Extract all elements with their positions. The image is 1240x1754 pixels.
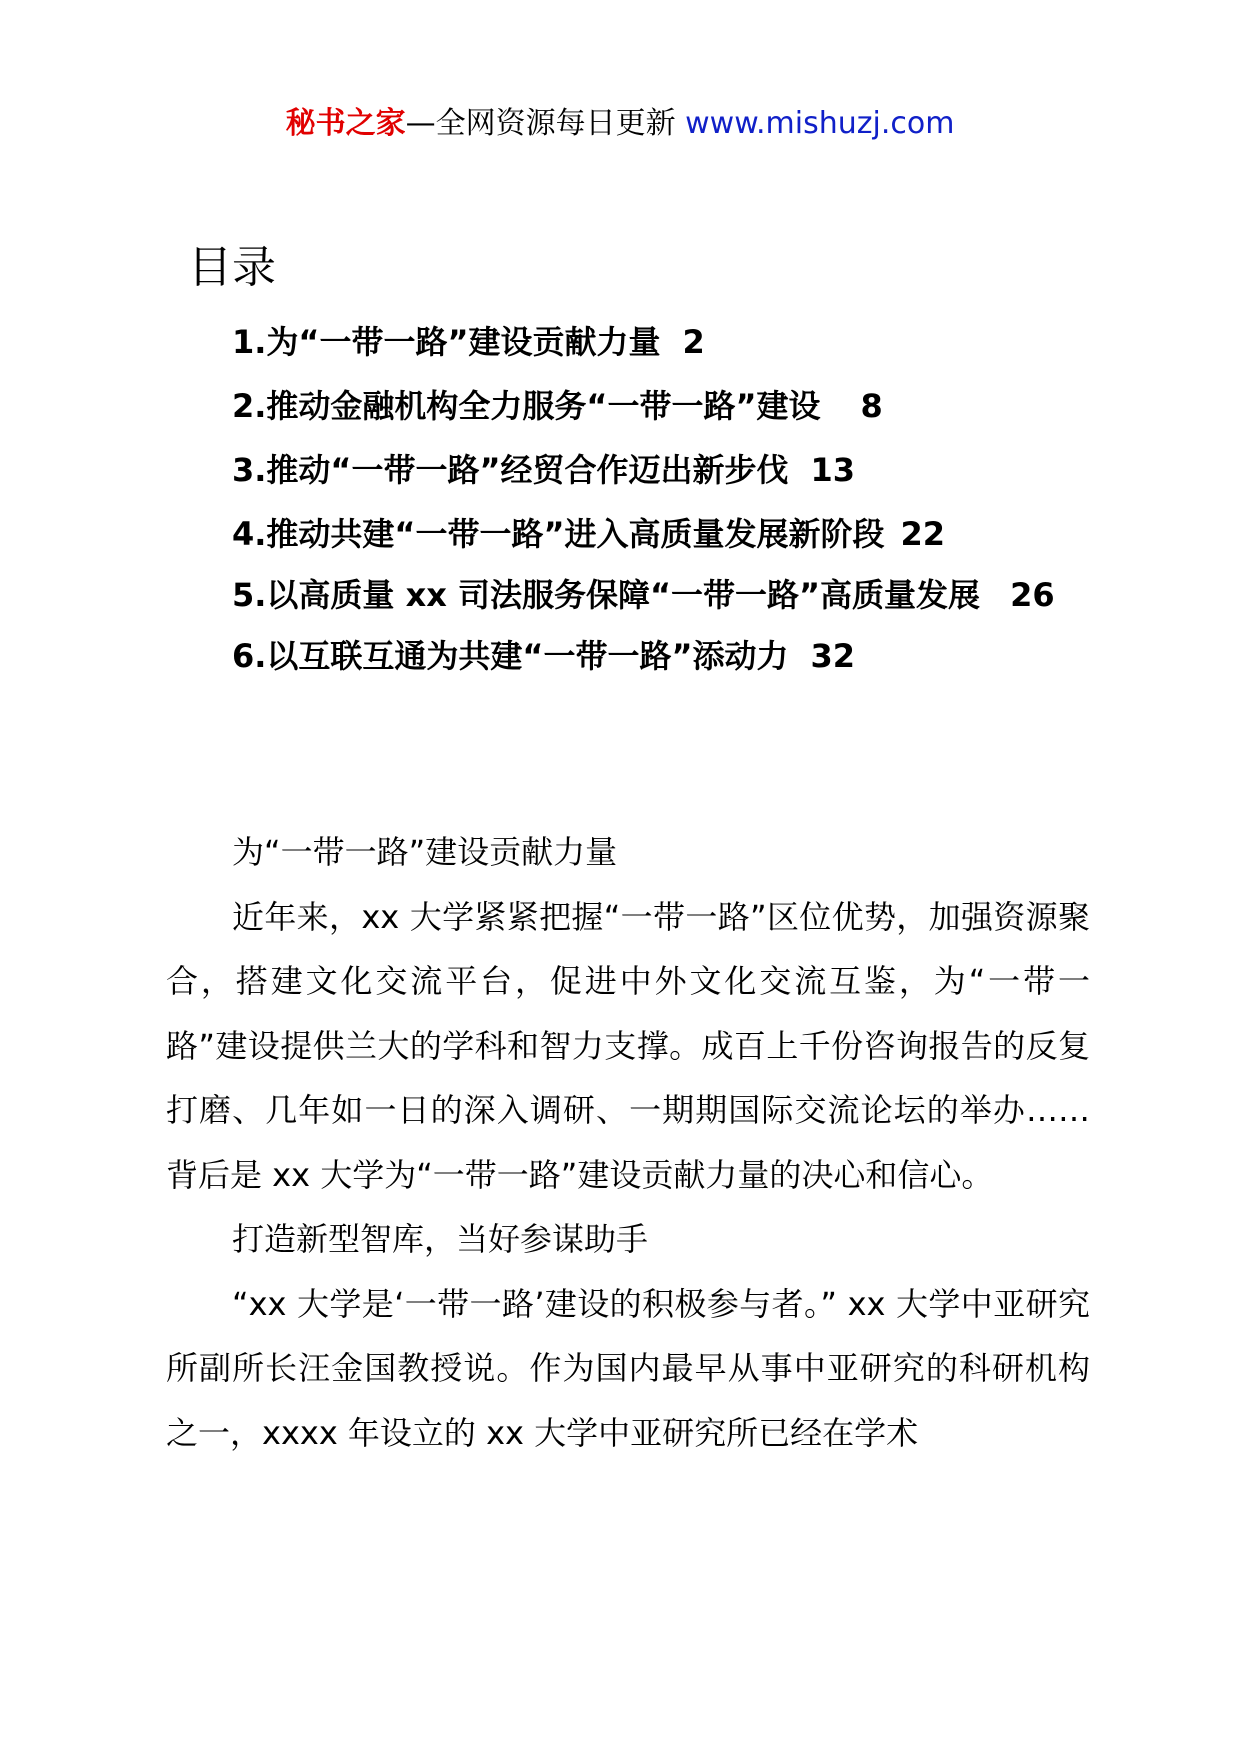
table-of-contents: [166, 310, 1096, 688]
toc-item-page: 8: [860, 387, 883, 425]
toc-item-page: 26: [1010, 576, 1055, 614]
toc-item-label: 6.以互联互通为共建“一带一路”添动力: [232, 637, 789, 675]
toc-item-label: 3.推动“一带一路”经贸合作迈出新步伐: [232, 451, 789, 489]
toc-item[interactable]: [166, 566, 1096, 624]
toc-item[interactable]: [166, 624, 1096, 688]
section-heading: 打造新型智库，当好参谋助手: [232, 1220, 649, 1258]
toc-item-label: 1.为“一带一路”建设贡献力量: [232, 323, 661, 361]
site-header: [0, 104, 1240, 144]
article-body: [166, 820, 1090, 1465]
site-tagline: —全网资源每日更新: [405, 106, 686, 141]
toc-item-label: 2.推动金融机构全力服务“一带一路”建设: [232, 387, 821, 425]
toc-item-label: 5.以高质量 xx 司法服务保障“一带一路”高质量发展: [232, 576, 981, 614]
toc-title: 目录: [188, 242, 276, 293]
toc-item-page: 2: [682, 323, 705, 361]
article-title: 为“一带一路”建设贡献力量: [232, 833, 618, 871]
toc-item-page: 22: [900, 515, 946, 553]
toc-item-page: 32: [810, 637, 856, 675]
article-paragraph: “xx 大学是‘一带一路’建设的积极参与者。” xx 大学中亚研究所副所长汪金国教授说。作为国内最早从事中亚研究的科研机构之一，xxxx 年设立的 xx 大学中亚研究所已经在学术: [166, 1284, 1090, 1452]
toc-item-label: 4.推动共建“一带一路”进入高质量发展新阶段: [232, 515, 885, 553]
site-url[interactable]: www.mishuzj.com: [685, 106, 955, 141]
toc-item-page: 13: [810, 451, 856, 489]
toc-item[interactable]: [166, 310, 1096, 374]
toc-item[interactable]: [166, 374, 1096, 438]
toc-item[interactable]: [166, 502, 1096, 566]
site-brand: 秘书之家: [285, 106, 406, 141]
toc-item[interactable]: [166, 438, 1096, 502]
article-paragraph: 近年来，xx 大学紧紧把握“一带一路”区位优势，加强资源聚合，搭建文化交流平台，促进中外文化交流互鉴，为“一带一路”建设提供兰大的学科和智力支撑。成百上千份咨询报告的反复打磨、几年如一日的深入调研、一期期国际交流论坛的举办……背后是 xx 大学为“一带一路”建设贡献力量的决心和信心。: [166, 897, 1090, 1194]
